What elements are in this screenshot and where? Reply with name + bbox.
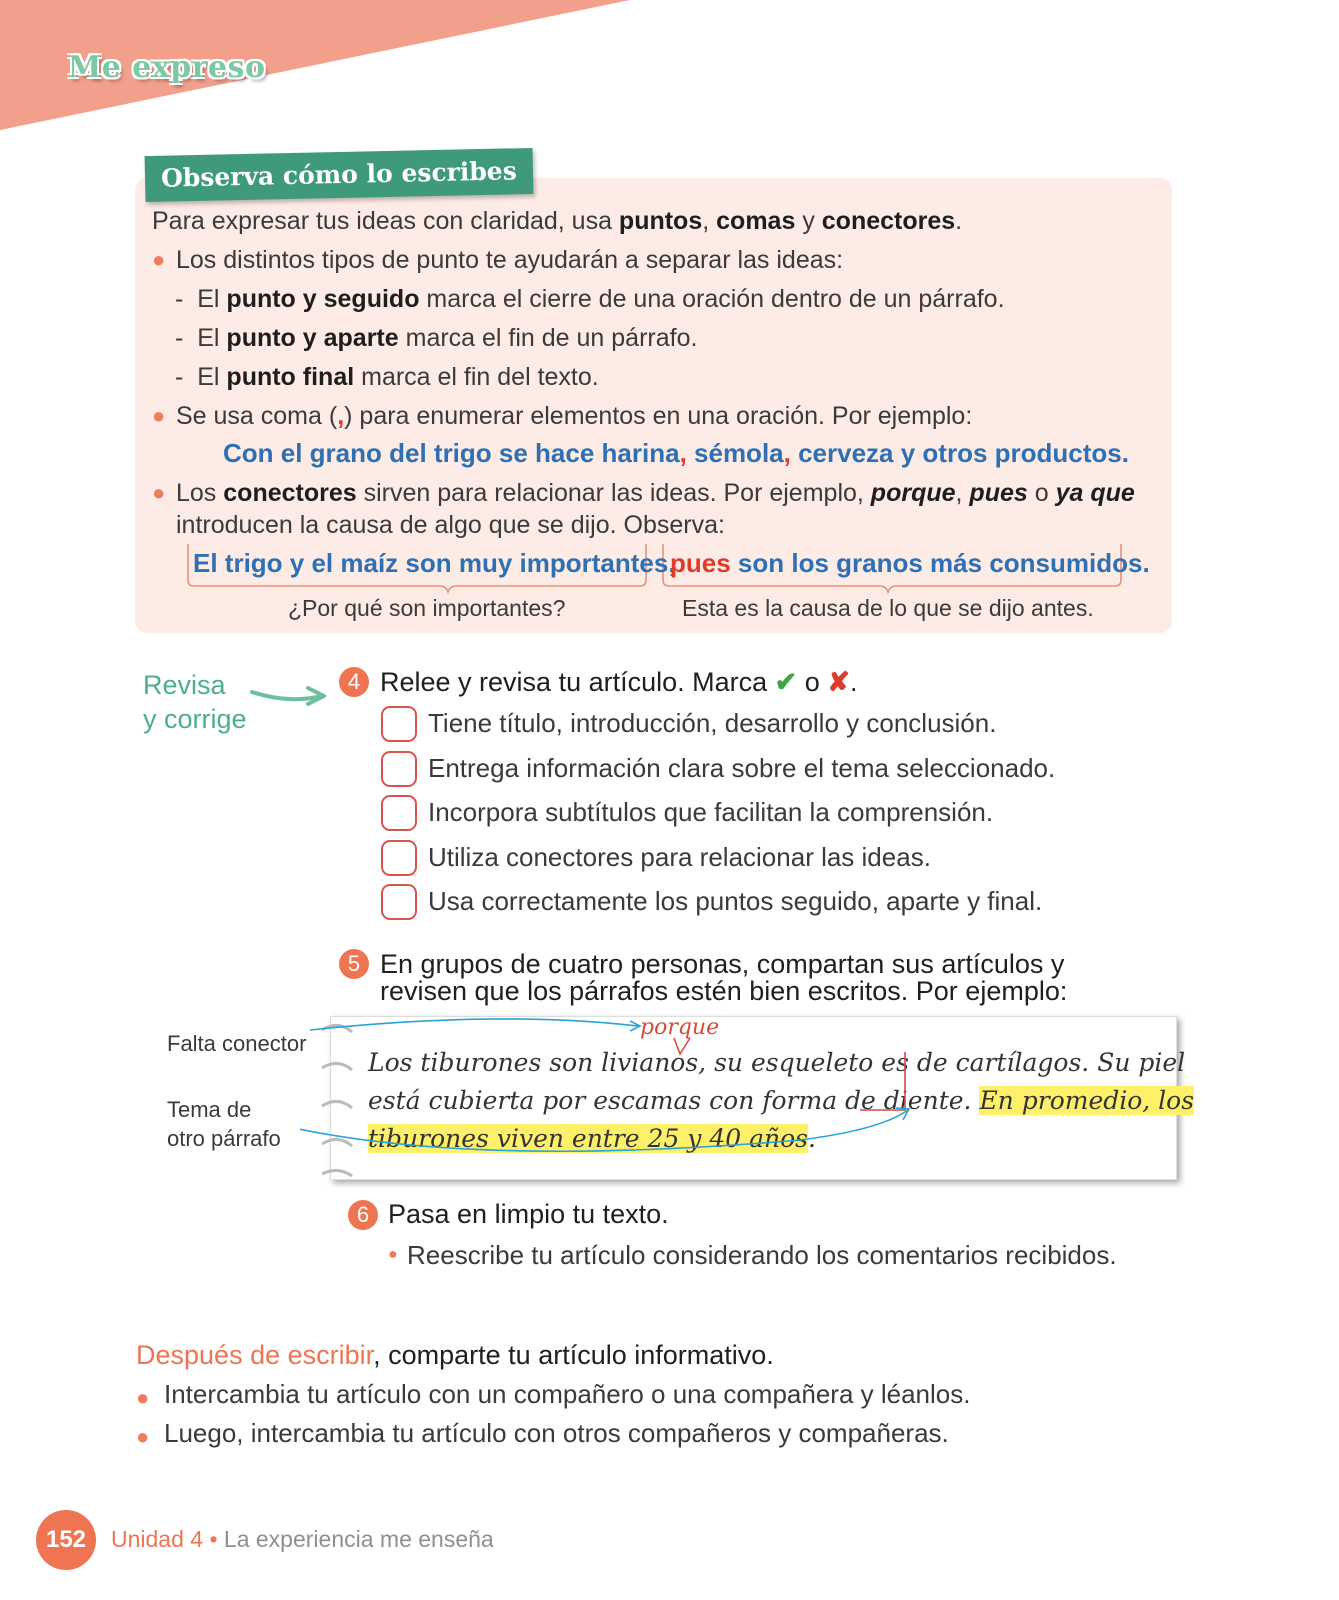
observe-intro: Para expresar tus ideas con claridad, usa puntos, comas y conectores. — [152, 207, 963, 235]
checkbox-3[interactable] — [381, 795, 417, 831]
observe-bullet-punto: Los distintos tipos de punto te ayudarán a separar las ideas: — [176, 246, 844, 274]
checkbox-2[interactable] — [381, 751, 417, 787]
sub-item-punto-seguido: - El punto y seguido marca el cierre de una oración dentro de un párrafo. — [175, 285, 1005, 313]
annotation-falta-conector: Falta conector — [167, 1031, 307, 1056]
bullet-icon: ● — [152, 247, 166, 272]
example-connector-left: El trigo y el maíz son muy importantes, — [193, 548, 676, 578]
observe-bullet-conectores-line2: introducen la causa de algo que se dijo. Observa: — [176, 511, 725, 539]
example-coma: Con el grano del trigo se hace harina, sémola, cerveza y otros productos. — [223, 438, 1129, 468]
bullet-icon: ● — [152, 403, 166, 428]
checklist-item: Incorpora subtítulos que facilitan la comprensión. — [428, 797, 994, 827]
checklist-item: Usa correctamente los puntos seguido, aparte y final. — [428, 886, 1043, 916]
observe-tab-label: Observa cómo lo escribes — [145, 148, 534, 202]
sub-item-punto-final: - El punto final marca el fin del texto. — [175, 363, 599, 391]
inserted-connector: porque — [640, 1015, 720, 1040]
step6-instruction: Pasa en limpio tu texto. — [388, 1199, 669, 1229]
notebook-line-1: Los tiburones son livianos, su esqueleto es de cartílagos. Su piel — [368, 1048, 1186, 1077]
step5-line1: En grupos de cuatro personas, compartan sus artículos y — [380, 949, 1065, 979]
checklist-item: Entrega información clara sobre el tema seleccionado. — [428, 753, 1056, 783]
side-label-corrige: y corrige — [143, 704, 247, 734]
bullet-icon: ● — [388, 1246, 398, 1263]
after-bullet-1: Intercambia tu artículo con un compañero o una compañera y léanlos. — [164, 1379, 971, 1409]
checklist-item: Tiene título, introducción, desarrollo y conclusión. — [428, 708, 997, 738]
check-icon: ✔ — [774, 667, 798, 697]
after-heading: Después de escribir, comparte tu artículo informativo. — [136, 1340, 774, 1370]
bullet-icon: ● — [136, 1424, 150, 1449]
step-number-4: 4 — [339, 667, 369, 697]
step-number-5: 5 — [339, 949, 369, 979]
annotation-tema-line1: Tema de — [167, 1097, 252, 1122]
arrow-icon — [248, 682, 328, 712]
observe-bullet-conectores: Los conectores sirven para relacionar las ideas. Por ejemplo, porque, pues o ya que — [176, 479, 1135, 507]
section-title: Me expreso — [68, 50, 266, 85]
checklist-item: Utiliza conectores para relacionar las ideas. — [428, 842, 931, 872]
annotation-tema-line2: otro párrafo — [167, 1126, 281, 1151]
caption-cause: Esta es la causa de lo que se dijo antes. — [682, 595, 1094, 621]
example-connector-right: pues son los granos más consumidos. — [670, 548, 1150, 578]
cross-icon: ✘ — [827, 667, 850, 697]
page-number: 152 — [36, 1510, 96, 1570]
annotation-arrows — [300, 1010, 940, 1175]
step6-bullet: Reescribe tu artículo considerando los comentarios recibidos. — [407, 1240, 1117, 1270]
bullet-icon: ● — [136, 1385, 150, 1410]
step-number-6: 6 — [348, 1200, 378, 1230]
checkbox-1[interactable] — [381, 706, 417, 742]
caption-question: ¿Por qué son importantes? — [288, 595, 566, 621]
after-bullet-2: Luego, intercambia tu artículo con otros compañeros y compañeras. — [164, 1418, 949, 1448]
step4-instruction: Relee y revisa tu artículo. Marca ✔ o ✘. — [380, 667, 858, 697]
footer-unit-title: Unidad 4 • La experiencia me enseña — [111, 1526, 494, 1552]
checkbox-4[interactable] — [381, 840, 417, 876]
sub-item-punto-aparte: - El punto y aparte marca el fin de un párrafo. — [175, 324, 698, 352]
checkbox-5[interactable] — [381, 884, 417, 920]
observe-bullet-coma: Se usa coma (,) para enumerar elementos en una oración. Por ejemplo: — [176, 402, 973, 430]
notebook-line-3: tiburones viven entre 25 y 40 años. — [368, 1124, 816, 1153]
bullet-icon: ● — [152, 480, 166, 505]
step5-line2: revisen que los párrafos estén bien escritos. Por ejemplo: — [380, 976, 1068, 1006]
side-label-revisa: Revisa — [143, 670, 226, 700]
notebook-line-2: está cubierta por escamas con forma de diente. En promedio, los — [368, 1086, 1195, 1115]
